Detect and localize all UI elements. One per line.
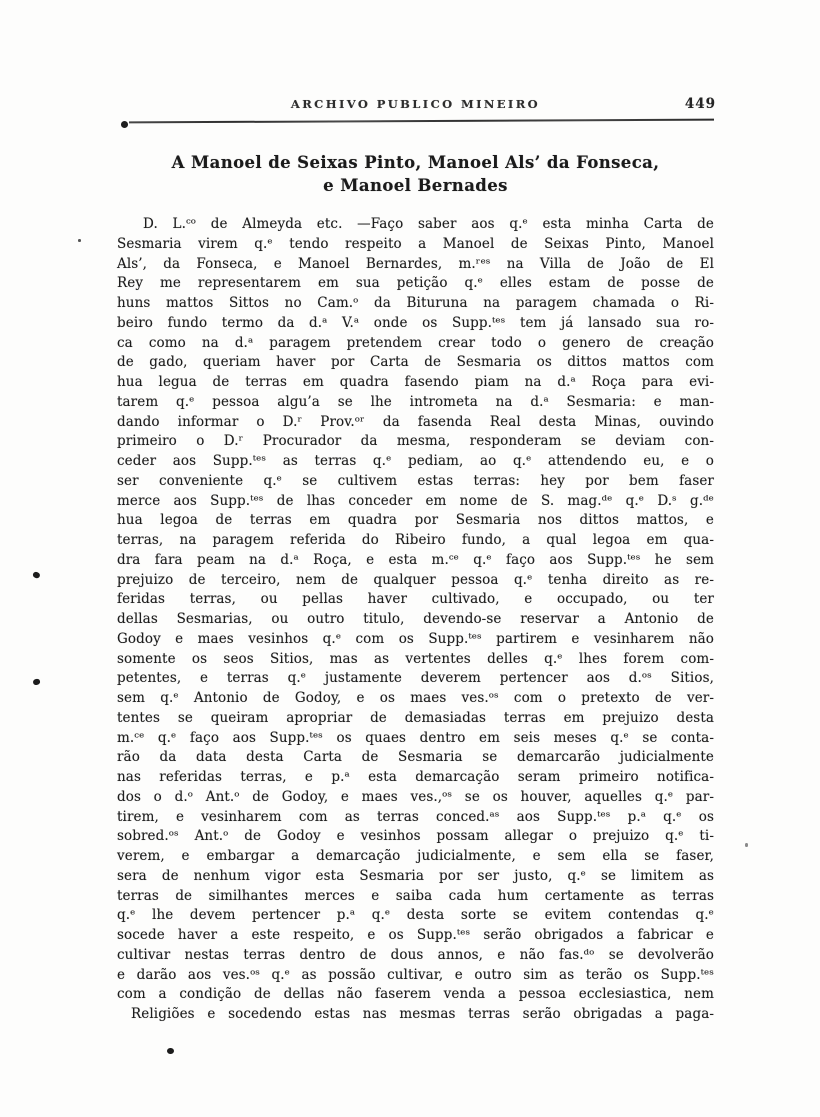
body-line: somente os seos Sitios, mas as vertentes delles q.ᵉ lhes forem com-	[117, 650, 714, 667]
body-line: ceder aos Supp.ᵗᵉˢ as terras q.ᵉ pediam, ao q.ᵉ attendendo eu, e o	[117, 453, 714, 469]
title-line-1: A Manoel de Seixas Pinto, Manoel Als’ da Fonseca,	[171, 153, 660, 172]
body-line: rão da data desta Carta de Sesmaria se demarcarão judicialmente	[117, 749, 714, 766]
body-line: dando informar o D.ʳ Prov.ᵒʳ da fasenda Real desta Minas, ouvindo	[117, 413, 714, 430]
body-line: sobred.ᵒˢ Ant.ᵒ de Godoy e vesinhos possam allegar o prejuizo q.ᵉ ti-	[117, 828, 714, 845]
body-line: merce aos Supp.ᵗᵉˢ de lhas conceder em nome de S. mag.ᵈᵉ q.ᵉ D.ˢ g.ᵈᵉ	[117, 492, 714, 509]
body-line: dellas Sesmarias, ou outro titulo, devendo-se reservar a Antonio de	[117, 611, 714, 627]
body-line: hua legua de terras em quadra fasendo piam na d.ᵃ Roça para evi-	[117, 374, 714, 390]
body-line: Religiões e socedendo estas nas mesmas terras serão obrigadas a paga-	[131, 1006, 714, 1022]
ink-speck	[32, 571, 40, 578]
title-line-2: e Manoel Bernades	[323, 175, 508, 195]
body-line: tentes se queiram apropriar de demasiadas terras em prejuizo desta	[117, 709, 714, 726]
journal-title: ARCHIVO PUBLICO MINEIRO	[290, 97, 541, 111]
body-line: beiro fundo termo da d.ᵃ V.ᵃ onde os Supp.ᵗᵉˢ tem já lansado sua ro-	[117, 314, 714, 331]
body-line: socede haver a este respeito, e os Supp.ᵗᵉˢ serão obrigados a fabricar e	[117, 927, 714, 943]
body-line: tarem q.ᵉ pessoa algu’a se lhe intrometa na d.ᵃ Sesmaria: e man-	[117, 393, 714, 410]
rule-end-ink-dot	[121, 121, 128, 128]
body-line: huns mattos Sittos no Cam.ᵒ da Bituruna na paragem chamada o Ri-	[117, 295, 714, 311]
ink-speck	[745, 843, 748, 847]
body-line: ca como na d.ᵃ paragem pretendem crear todo o genero de creação	[117, 334, 714, 351]
body-line: terras, na paragem referida do Ribeiro fundo, a qual legoa em qua-	[117, 532, 714, 548]
header-rule	[129, 119, 714, 124]
ink-speck	[78, 239, 81, 242]
body-line: tirem, e vesinharem com as terras conced.ᵃˢ aos Supp.ᵗᵉˢ p.ᵃ q.ᵉ os	[117, 808, 714, 825]
body-line: e darão aos ves.ᵒˢ q.ᵉ as possão cultivar, e outro sim as terão os Supp.ᵗᵉˢ	[117, 966, 714, 983]
body-line: ser conveniente q.ᵉ se cultivem estas terras: hey por bem faser	[117, 472, 714, 489]
body-line: hua legoa de terras em quadra por Sesmaria nos dittos mattos, e	[117, 512, 714, 529]
page-header	[117, 97, 714, 115]
document-body	[117, 215, 714, 1025]
body-line: Sesmaria virem q.ᵉ tendo respeito a Manoel de Seixas Pinto, Manoel	[117, 235, 714, 252]
body-line: m.ᶜᵉ q.ᵉ faço aos Supp.ᵗᵉˢ os quaes dentro em seis meses q.ᵉ se conta-	[117, 729, 714, 746]
ink-speck	[167, 1048, 174, 1054]
body-line: feridas terras, ou pellas haver cultivado, e occupado, ou ter	[117, 591, 714, 608]
body-line: dos o d.ᵒ Ant.ᵒ de Godoy, e maes ves.,ᵒˢ se os houver, aquelles q.ᵉ par-	[117, 788, 714, 805]
body-line: sem q.ᵉ Antonio de Godoy, e os maes ves.ᵒˢ com o pretexto de ver-	[117, 690, 714, 706]
body-line: primeiro o D.ʳ Procurador da mesma, responderam se deviam con-	[117, 433, 714, 450]
body-line: cultivar nestas terras dentro de dous annos, e não fas.ᵈᵒ se devolverão	[117, 946, 714, 963]
body-line: q.ᵉ lhe devem pertencer p.ᵃ q.ᵉ desta sorte se evitem contendas q.ᵉ	[117, 907, 714, 924]
body-line: dra fara peam na d.ᵃ Roça, e esta m.ᶜᵉ q.ᵉ faço aos Supp.ᵗᵉˢ he sem	[117, 551, 714, 568]
body-line: D. L.ᶜᵒ de Almeyda etc. —Faço saber aos q.ᵉ esta minha Carta de	[143, 216, 714, 232]
body-line: terras de similhantes merces e saiba cada hum certamente as terras	[117, 887, 714, 904]
body-line: sera de nenhum vigor esta Sesmaria por ser justo, q.ᵉ se limitem as	[117, 867, 714, 884]
ink-speck	[32, 678, 40, 685]
page-number: 449	[684, 96, 716, 112]
body-line: de gado, queriam haver por Carta de Sesmaria os dittos mattos com	[117, 354, 714, 371]
body-line: Rey me representarem em sua petição q.ᵉ elles estam de posse de	[117, 275, 714, 292]
body-line: com a condição de dellas não faserem venda a pessoa ecclesiastica, nem	[117, 986, 714, 1003]
body-line: Godoy e maes vesinhos q.ᵉ com os Supp.ᵗᵉˢ partirem e vesinharem não	[117, 630, 714, 647]
body-line: verem, e embargar a demarcação judicialmente, e sem ella se faser,	[117, 848, 714, 864]
body-line: prejuizo de terceiro, nem de qualquer pessoa q.ᵉ tenha direito as re-	[117, 571, 714, 588]
body-line: nas referidas terras, e p.ᵃ esta demarcação seram primeiro notifica-	[117, 769, 714, 785]
document-title	[117, 152, 714, 197]
body-line: Als’, da Fonseca, e Manoel Bernardes, m.ʳᵉˢ na Villa de João de El	[117, 255, 714, 272]
body-line: petentes, e terras q.ᵉ justamente deverem pertencer aos d.ᵒˢ Sitios,	[117, 670, 714, 687]
